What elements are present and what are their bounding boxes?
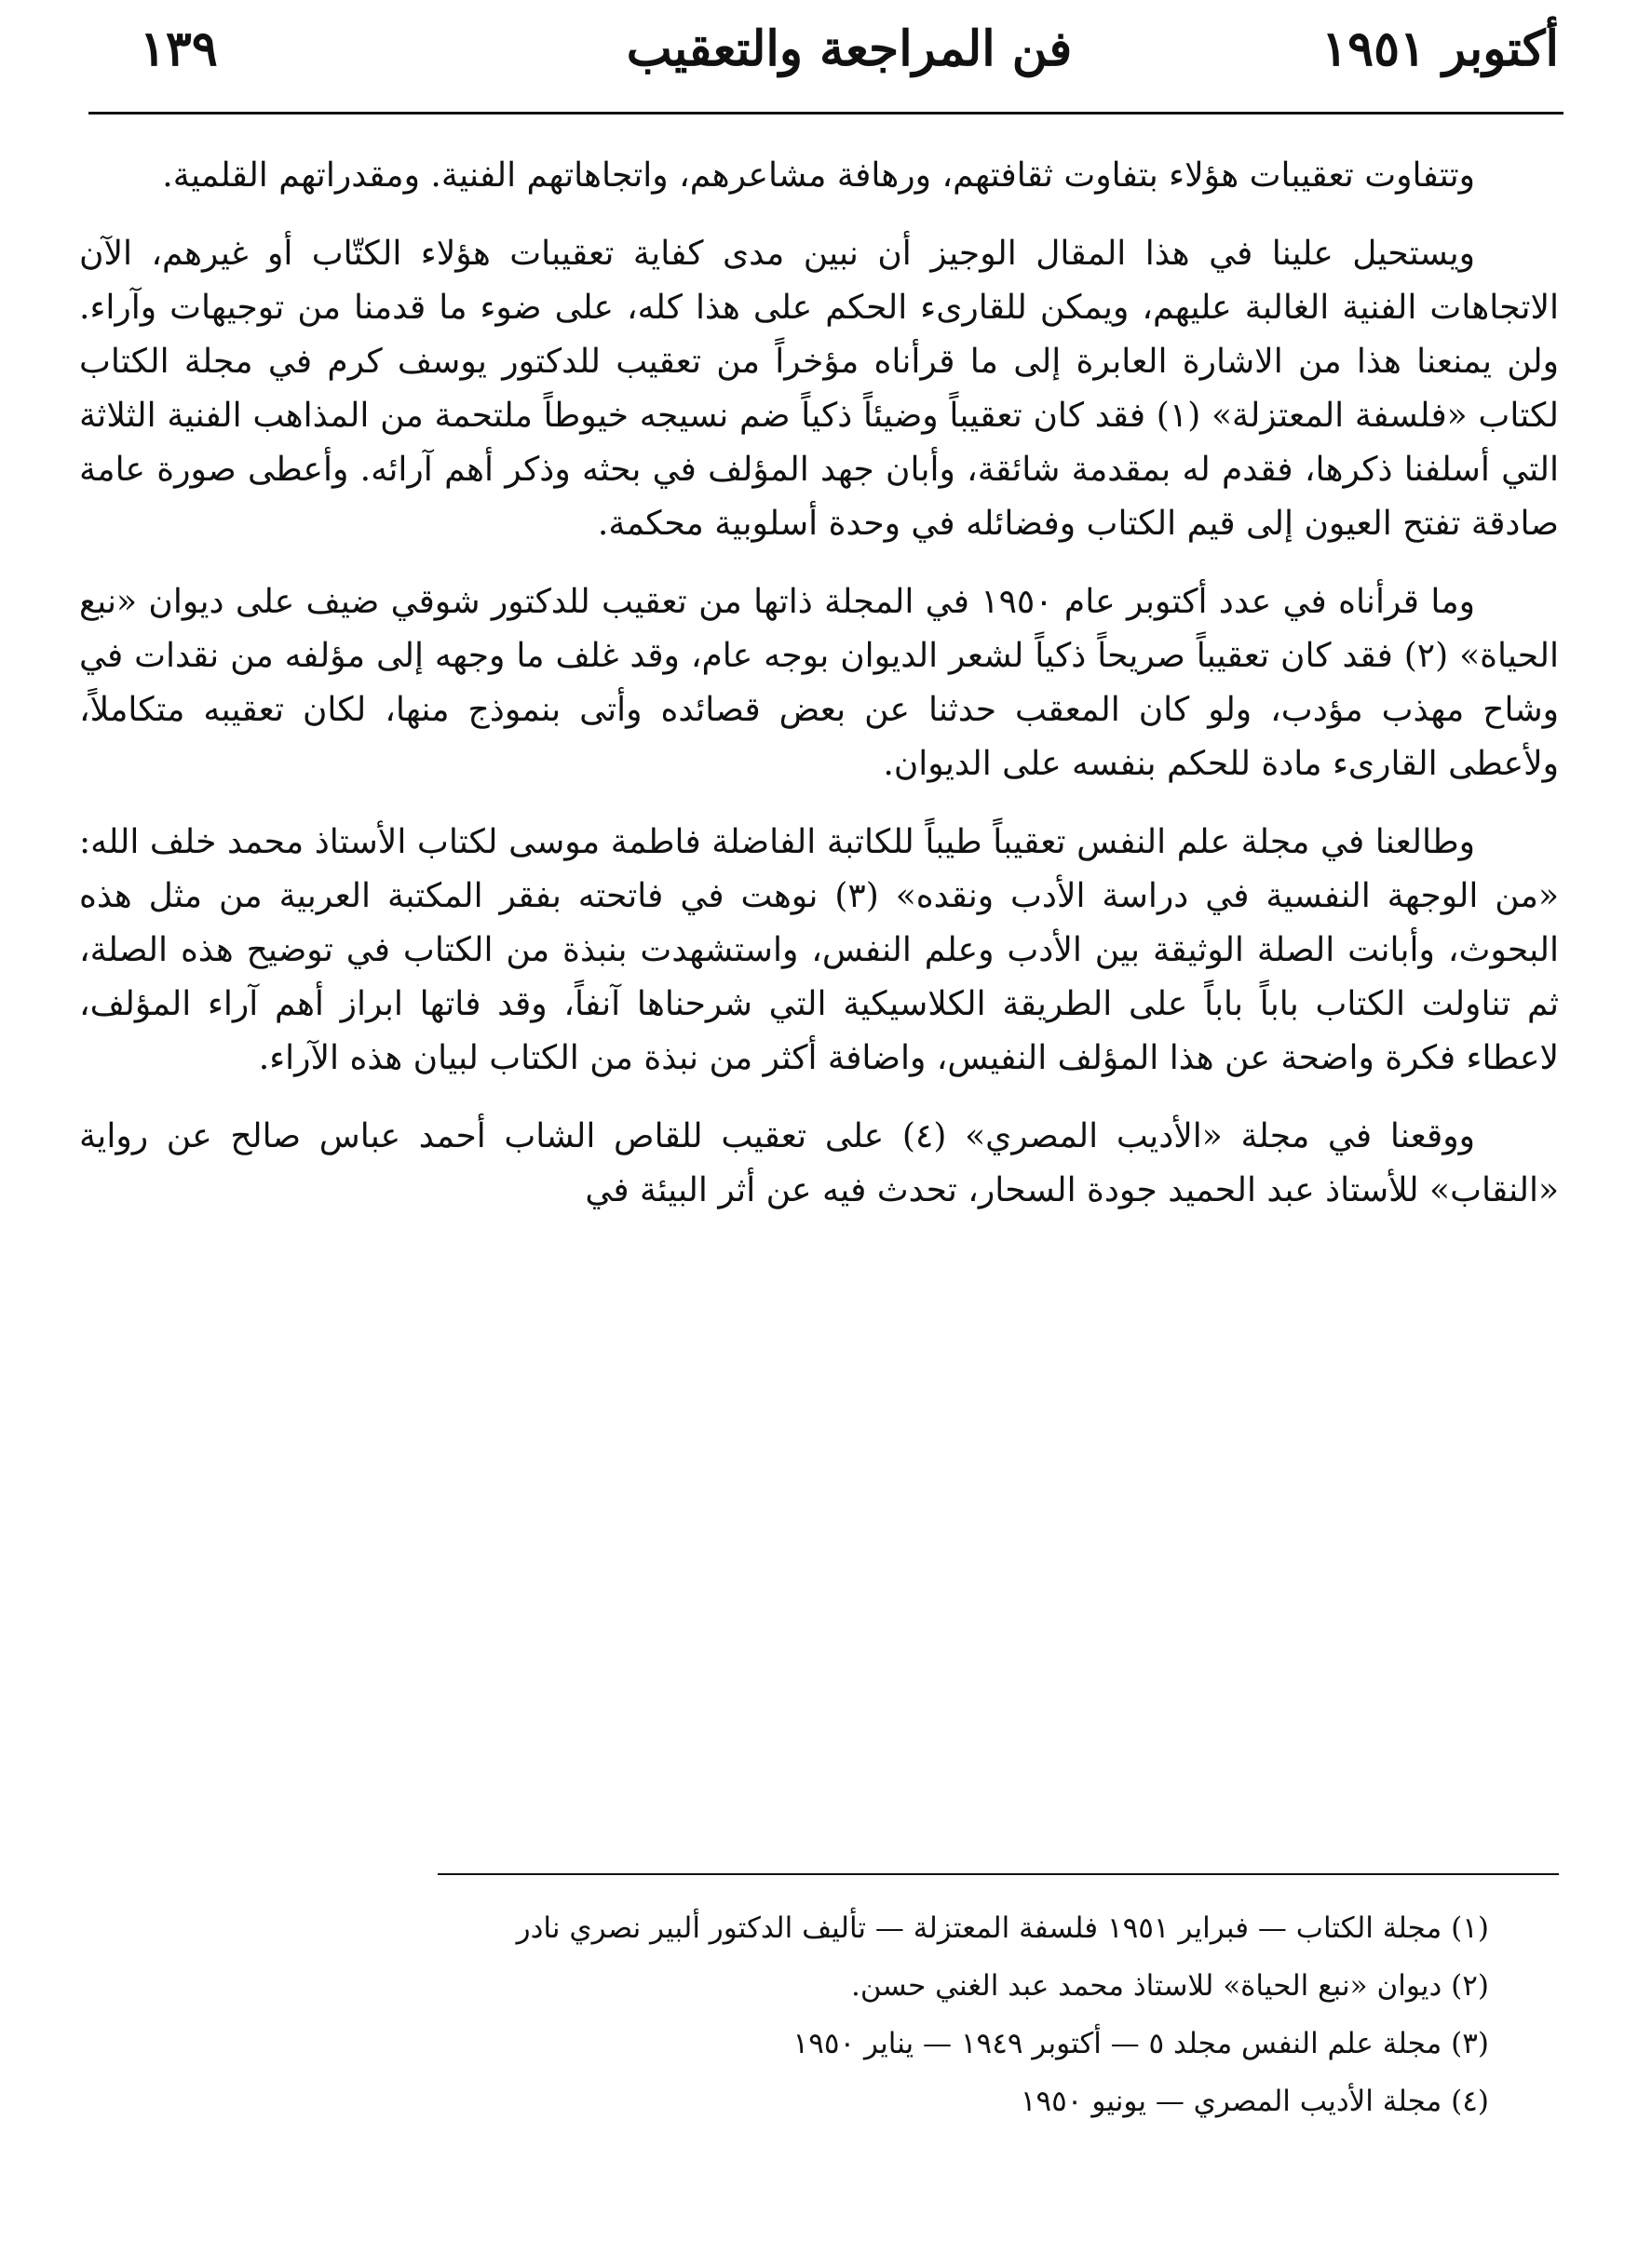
footnote-4: (٤) مجلة الأديب المصري — يونيو ١٩٥٠ <box>1020 2085 1489 2118</box>
footnote-1: (١) مجلة الكتاب — فبراير ١٩٥١ فلسفة المعتزلة — تأليف الدكتور ألبير نصري نادر <box>516 1911 1489 1945</box>
paragraph-1: وتتفاوت تعقيبات هؤلاء بتفاوت ثقافتهم، ورهافة مشاعرهم، واتجاهاتهم الفنية. ومقدراتهم القلمية. <box>162 156 1475 195</box>
footnotes <box>186 1899 1489 2130</box>
running-header <box>140 20 1559 86</box>
footnote-2: (٢) ديوان «نبع الحياة» للاستاذ محمد عبد الغني حسن. <box>851 1969 1489 2003</box>
article-title: فن المراجعة والتعقيب <box>626 20 1073 77</box>
paragraph-2: ويستحيل علينا في هذا المقال الوجيز أن نبين مدى كفاية تعقيبات هؤلاء الكتّاب أو غيرهم، الآن الاتجاهات الفنية الغالبة عليهم، ويمكن للقارىء الحكم على هذا كله، على ضوء ما قدمنا من توجيهات وآراء. ولن يمنعنا هذا من الاشارة العابرة إلى ما قرأناه مؤخراً من تعقيب للدكتور يوسف كرم في مجلة الكتاب لكتاب «فلسفة المعتزلة» (١) فقد كان تعقيباً وضيئاً ذكياً ضم نسيجه خيوطاً ملتحمة من المذاهب الفنية الثلاثة التي أسلفنا ذكرها، فقدم له بمقدمة شائقة، وأبان جهد المؤلف في بحثه وذكر أهم آرائه. وأعطى صورة عامة صادقة تفتح العيون إلى قيم الكتاب وفضائله في وحدة أسلوبية محكمة. <box>79 235 1559 543</box>
footnote-divider <box>438 1873 1559 1875</box>
paragraph-4: وطالعنا في مجلة علم النفس تعقيباً طيباً للكاتبة الفاضلة فاطمة موسى لكتاب الأستاذ محمد خلف الله: «من الوجهة النفسية في دراسة الأدب ونقده» (٣) نوهت في فاتحته بفقر المكتبة العربية من مثل هذه البحوث، وأبانت الصلة الوثيقة بين الأدب وعلم النفس، واستشهدت بنبذة من الكتاب في توضيح هذه الصلة، ثم تناولت الكتاب باباً باباً على الطريقة الكلاسيكية التي شرحناها آنفاً، وقد فاتها ابراز أهم آراء المؤلف، لاعطاء فكرة واضحة عن هذا المؤلف النفيس، واضافة أكثر من نبذة من الكتاب لبيان هذه الآراء. <box>79 823 1559 1077</box>
page-number: ١٣٩ <box>140 20 218 77</box>
header-divider <box>88 112 1564 115</box>
paragraph-5: ووقعنا في مجلة «الأديب المصري» (٤) على تعقيب للقاص الشاب أحمد عباس صالح عن رواية «النقاب» للأستاذ عبد الحميد جودة السحار، تحدث فيه عن أثر البيئة في <box>79 1117 1559 1209</box>
footnote-3: (٣) مجلة علم النفس مجلد ٥ — أكتوبر ١٩٤٩ — يناير ١٩٥٠ <box>792 2027 1489 2060</box>
article-body <box>79 149 1559 1242</box>
issue-date: أكتوبر ١٩٥١ <box>1321 20 1559 77</box>
paragraph-3: وما قرأناه في عدد أكتوبر عام ١٩٥٠ في المجلة ذاتها من تعقيب للدكتور شوقي ضيف على ديوان «نبع الحياة» (٢) فقد كان تعقيباً صريحاً ذكياً لشعر الديوان بوجه عام، وقد غلف ما وجهه إلى مؤلفه من نقدات في وشاح مهذب مؤدب، ولو كان المعقب حدثنا عن بعض قصائده وأتى بنموذج منها، لكان تعقيبه متكاملاً، ولأعطى القارىء مادة للحكم بنفسه على الديوان. <box>79 583 1560 783</box>
